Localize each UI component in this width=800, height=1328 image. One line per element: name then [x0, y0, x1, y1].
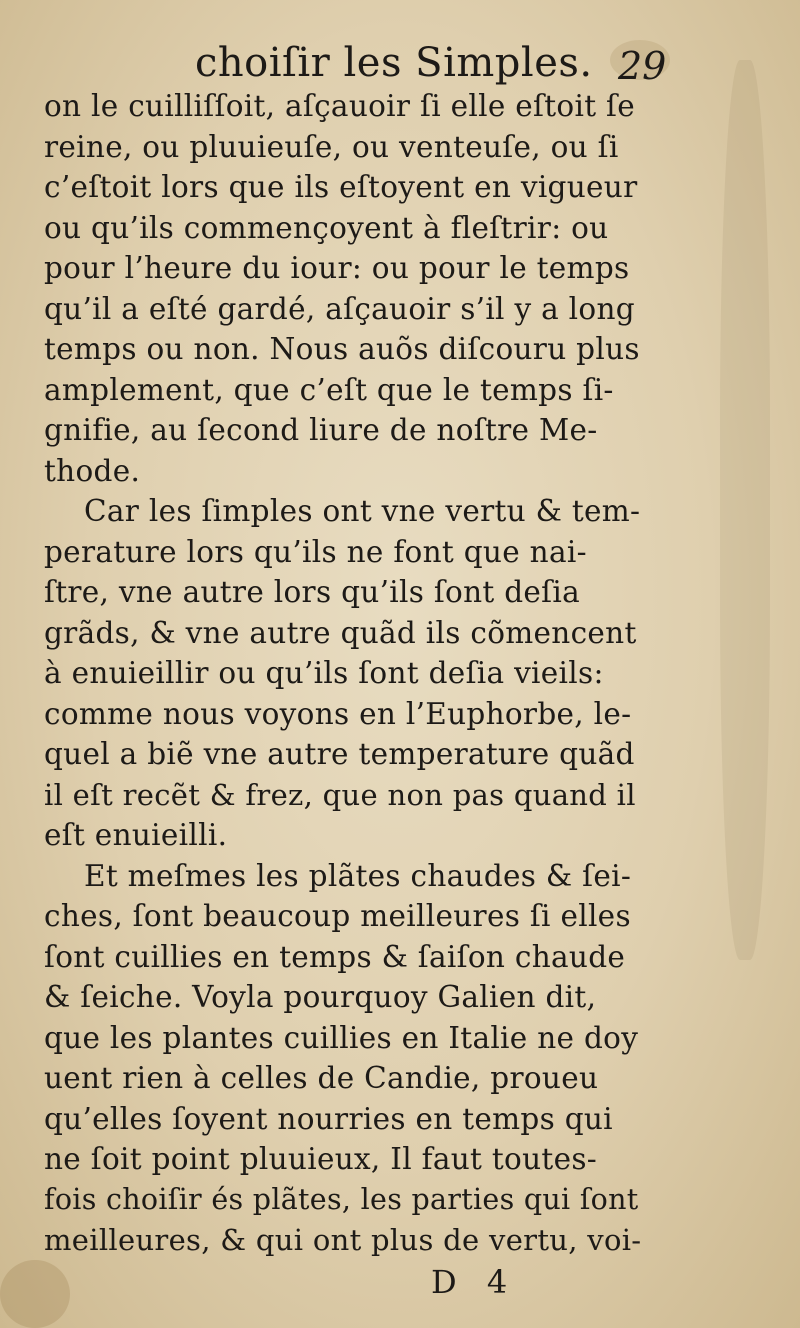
body-text: [44, 86, 644, 1261]
text-line: comme nous voyons en l’Euphorbe, le-: [44, 696, 632, 731]
text-line: c’eſtoit lors que ils eſtoyent en vigueur: [44, 170, 638, 204]
text-line: que les plantes cuillies en Italie ne doy: [44, 1020, 639, 1055]
text-line: Et meſmes les plãtes chaudes & ſei-: [84, 858, 632, 893]
text-line: fois choiſir és plãtes, les parties qui ſont: [44, 1182, 639, 1216]
text-line: uent rien à celles de Candie, proueu: [44, 1061, 599, 1095]
text-line: temps ou non. Nous auõs diſcouru plus: [44, 332, 640, 366]
text-line: il eſt recẽt & frez, que non pas quand il: [44, 777, 636, 812]
text-line: pour l’heure du iour: ou pour le temps: [44, 251, 630, 285]
text-line: ne ſoit point pluuieux, Il faut toutes-: [44, 1142, 598, 1176]
signature-mark: D 4: [431, 1263, 518, 1301]
page-number: 29: [618, 44, 667, 88]
text-line: thode.: [44, 453, 141, 488]
running-title: choiſir les Simples.: [195, 40, 593, 86]
text-line: meilleures, & qui ont plus de vertu, voi-: [44, 1223, 642, 1257]
text-line: à enuieillir ou qu’ils ſont deſia vieils:: [44, 656, 604, 690]
text-line: ſtre, vne autre lors qu’ils ſont deſia: [44, 575, 581, 609]
text-line: ſont cuillies en temps & ſaiſon chaude: [44, 939, 626, 974]
text-line: quel a biẽ vne autre temperature quãd: [44, 737, 635, 771]
text-line: qu’il a eſté gardé, aſçauoir s’il y a long: [44, 291, 635, 326]
text-line: ches, ſont beaucoup meilleures ſi elles: [44, 899, 631, 933]
text-line: gnifie, au ſecond liure de noſtre Me-: [44, 413, 598, 447]
text-line: perature lors qu’ils ne font que nai-: [44, 534, 587, 569]
text-line: reine, ou pluuieuſe, ou venteuſe, ou ſi: [44, 129, 619, 164]
text-line: eſt enuieilli.: [44, 818, 228, 852]
text-line: & ſeiche. Voyla pourquoy Galien dit,: [44, 980, 597, 1014]
text-line: on le cuilliſſoit, aſçauoir ſi elle eſtoit ſe: [44, 89, 636, 123]
paper-stain: [0, 1260, 70, 1328]
text-line: qu’elles ſoyent nourries en temps qui: [44, 1101, 613, 1136]
text-line: grãds, & vne autre quãd ils cõmencent: [44, 615, 637, 650]
gutter-shadow: [720, 60, 770, 960]
text-line: amplement, que c’eſt que le temps ſi-: [44, 372, 614, 407]
text-line: ou qu’ils commençoyent à fleſtrir: ou: [44, 210, 609, 245]
text-line: Car les ſimples ont vne vertu & tem-: [84, 494, 641, 528]
